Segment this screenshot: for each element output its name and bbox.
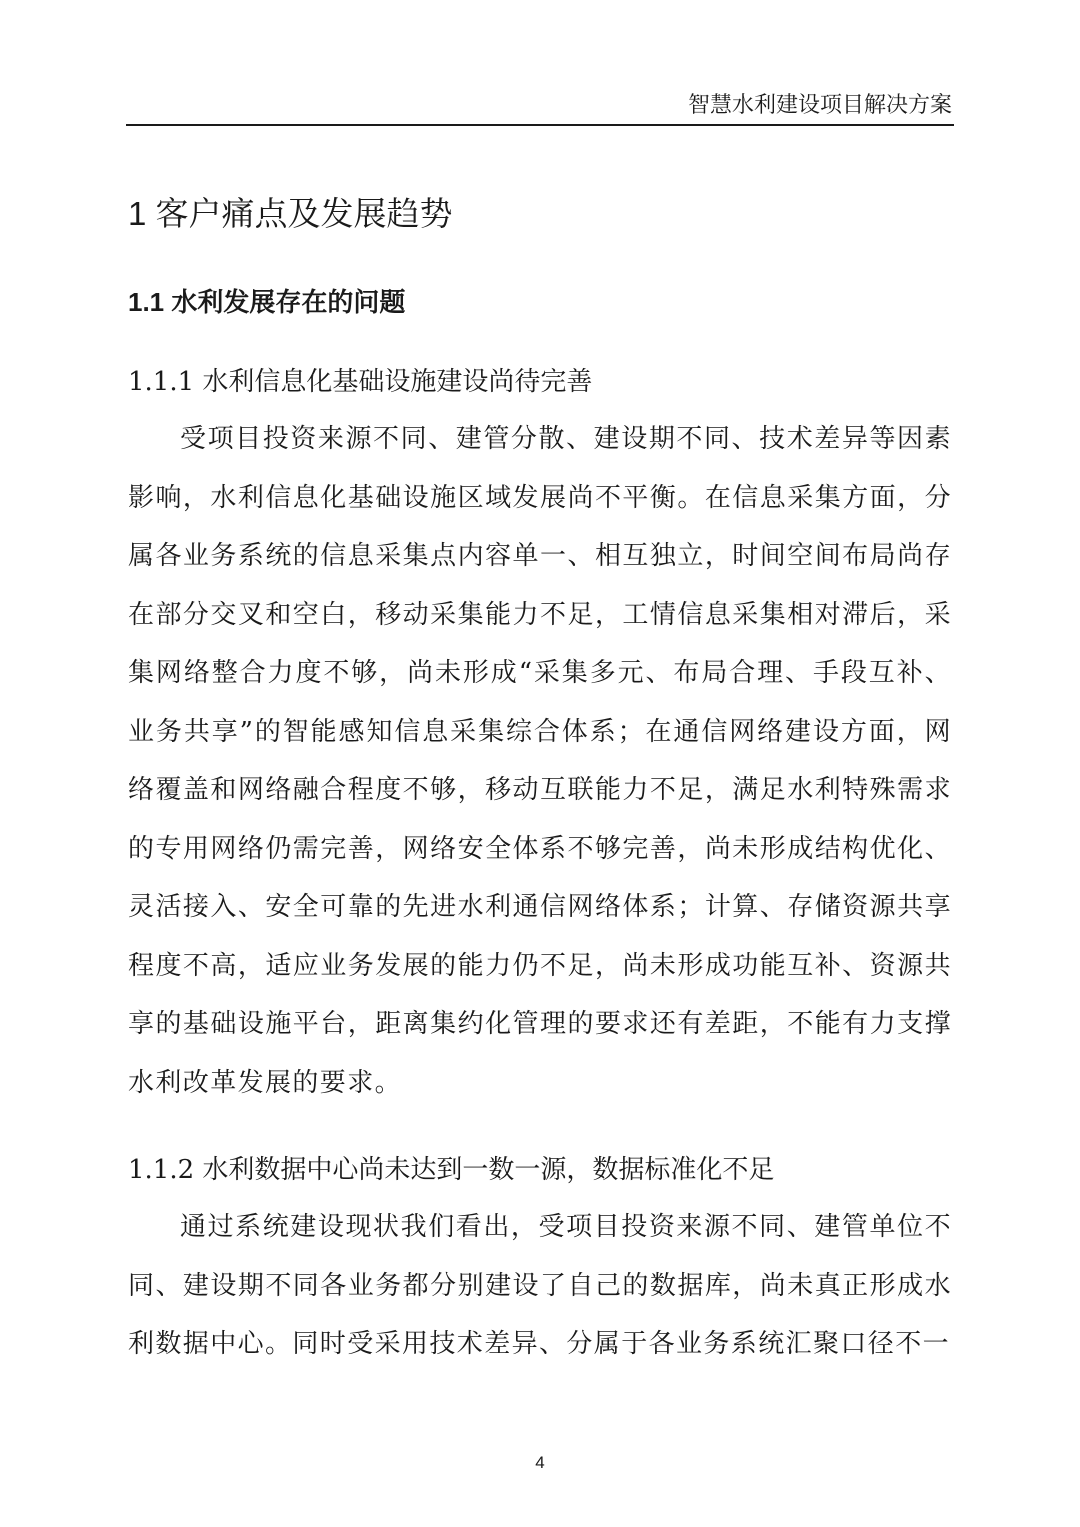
section-heading: 1 客户痛点及发展趋势 <box>128 195 453 232</box>
page-header <box>126 88 954 126</box>
paragraph-1-1-2: 通过系统建设现状我们看出，受项目投资来源不同、建管单位不同、建设期不同各业务都分别建设了自己的数据库，尚未真正形成水利数据中心。同时受采用技术差异、分属于各业务系统汇聚口径不一 <box>128 1212 952 1359</box>
header-title: 智慧水利建设项目解决方案 <box>687 92 952 117</box>
item-heading-1-1-1: 1.1.1 水利信息化基础设施建设尚待完善 <box>128 367 593 397</box>
item-heading-1-1-2: 1.1.2 水利数据中心尚未达到一数一源，数据标准化不足 <box>128 1155 775 1185</box>
paragraph-1-1-1: 受项目投资来源不同、建管分散、建设期不同、技术差异等因素影响，水利信息化基础设施区域发展尚不平衡。在信息采集方面，分属各业务系统的信息采集点内容单一、相互独立，时间空间布局尚存在部分交叉和空白，移动采集能力不足，工情信息采集相对滞后，采集网络整合力度不够，尚未形成“采集多元、布局合理、手段互补、业务共享”的智能感知信息采集综合体系；在通信网络建设方面，网络覆盖和网络融合程度不够，移动互联能力不足，满足水利特殊需求的专用网络仍需完善，网络安全体系不够完善，尚未形成结构优化、灵活接入、安全可靠的先进水利通信网络体系；计算、存储资源共享程度不高，适应业务发展的能力仍不足，尚未形成功能互补、资源共享的基础设施平台，距离集约化管理的要求还有差距，不能有力支撑水利改革发展的要求。 <box>128 424 952 1098</box>
page-number: 4 <box>535 1453 545 1472</box>
subsection-heading: 1.1 水利发展存在的问题 <box>128 287 406 317</box>
